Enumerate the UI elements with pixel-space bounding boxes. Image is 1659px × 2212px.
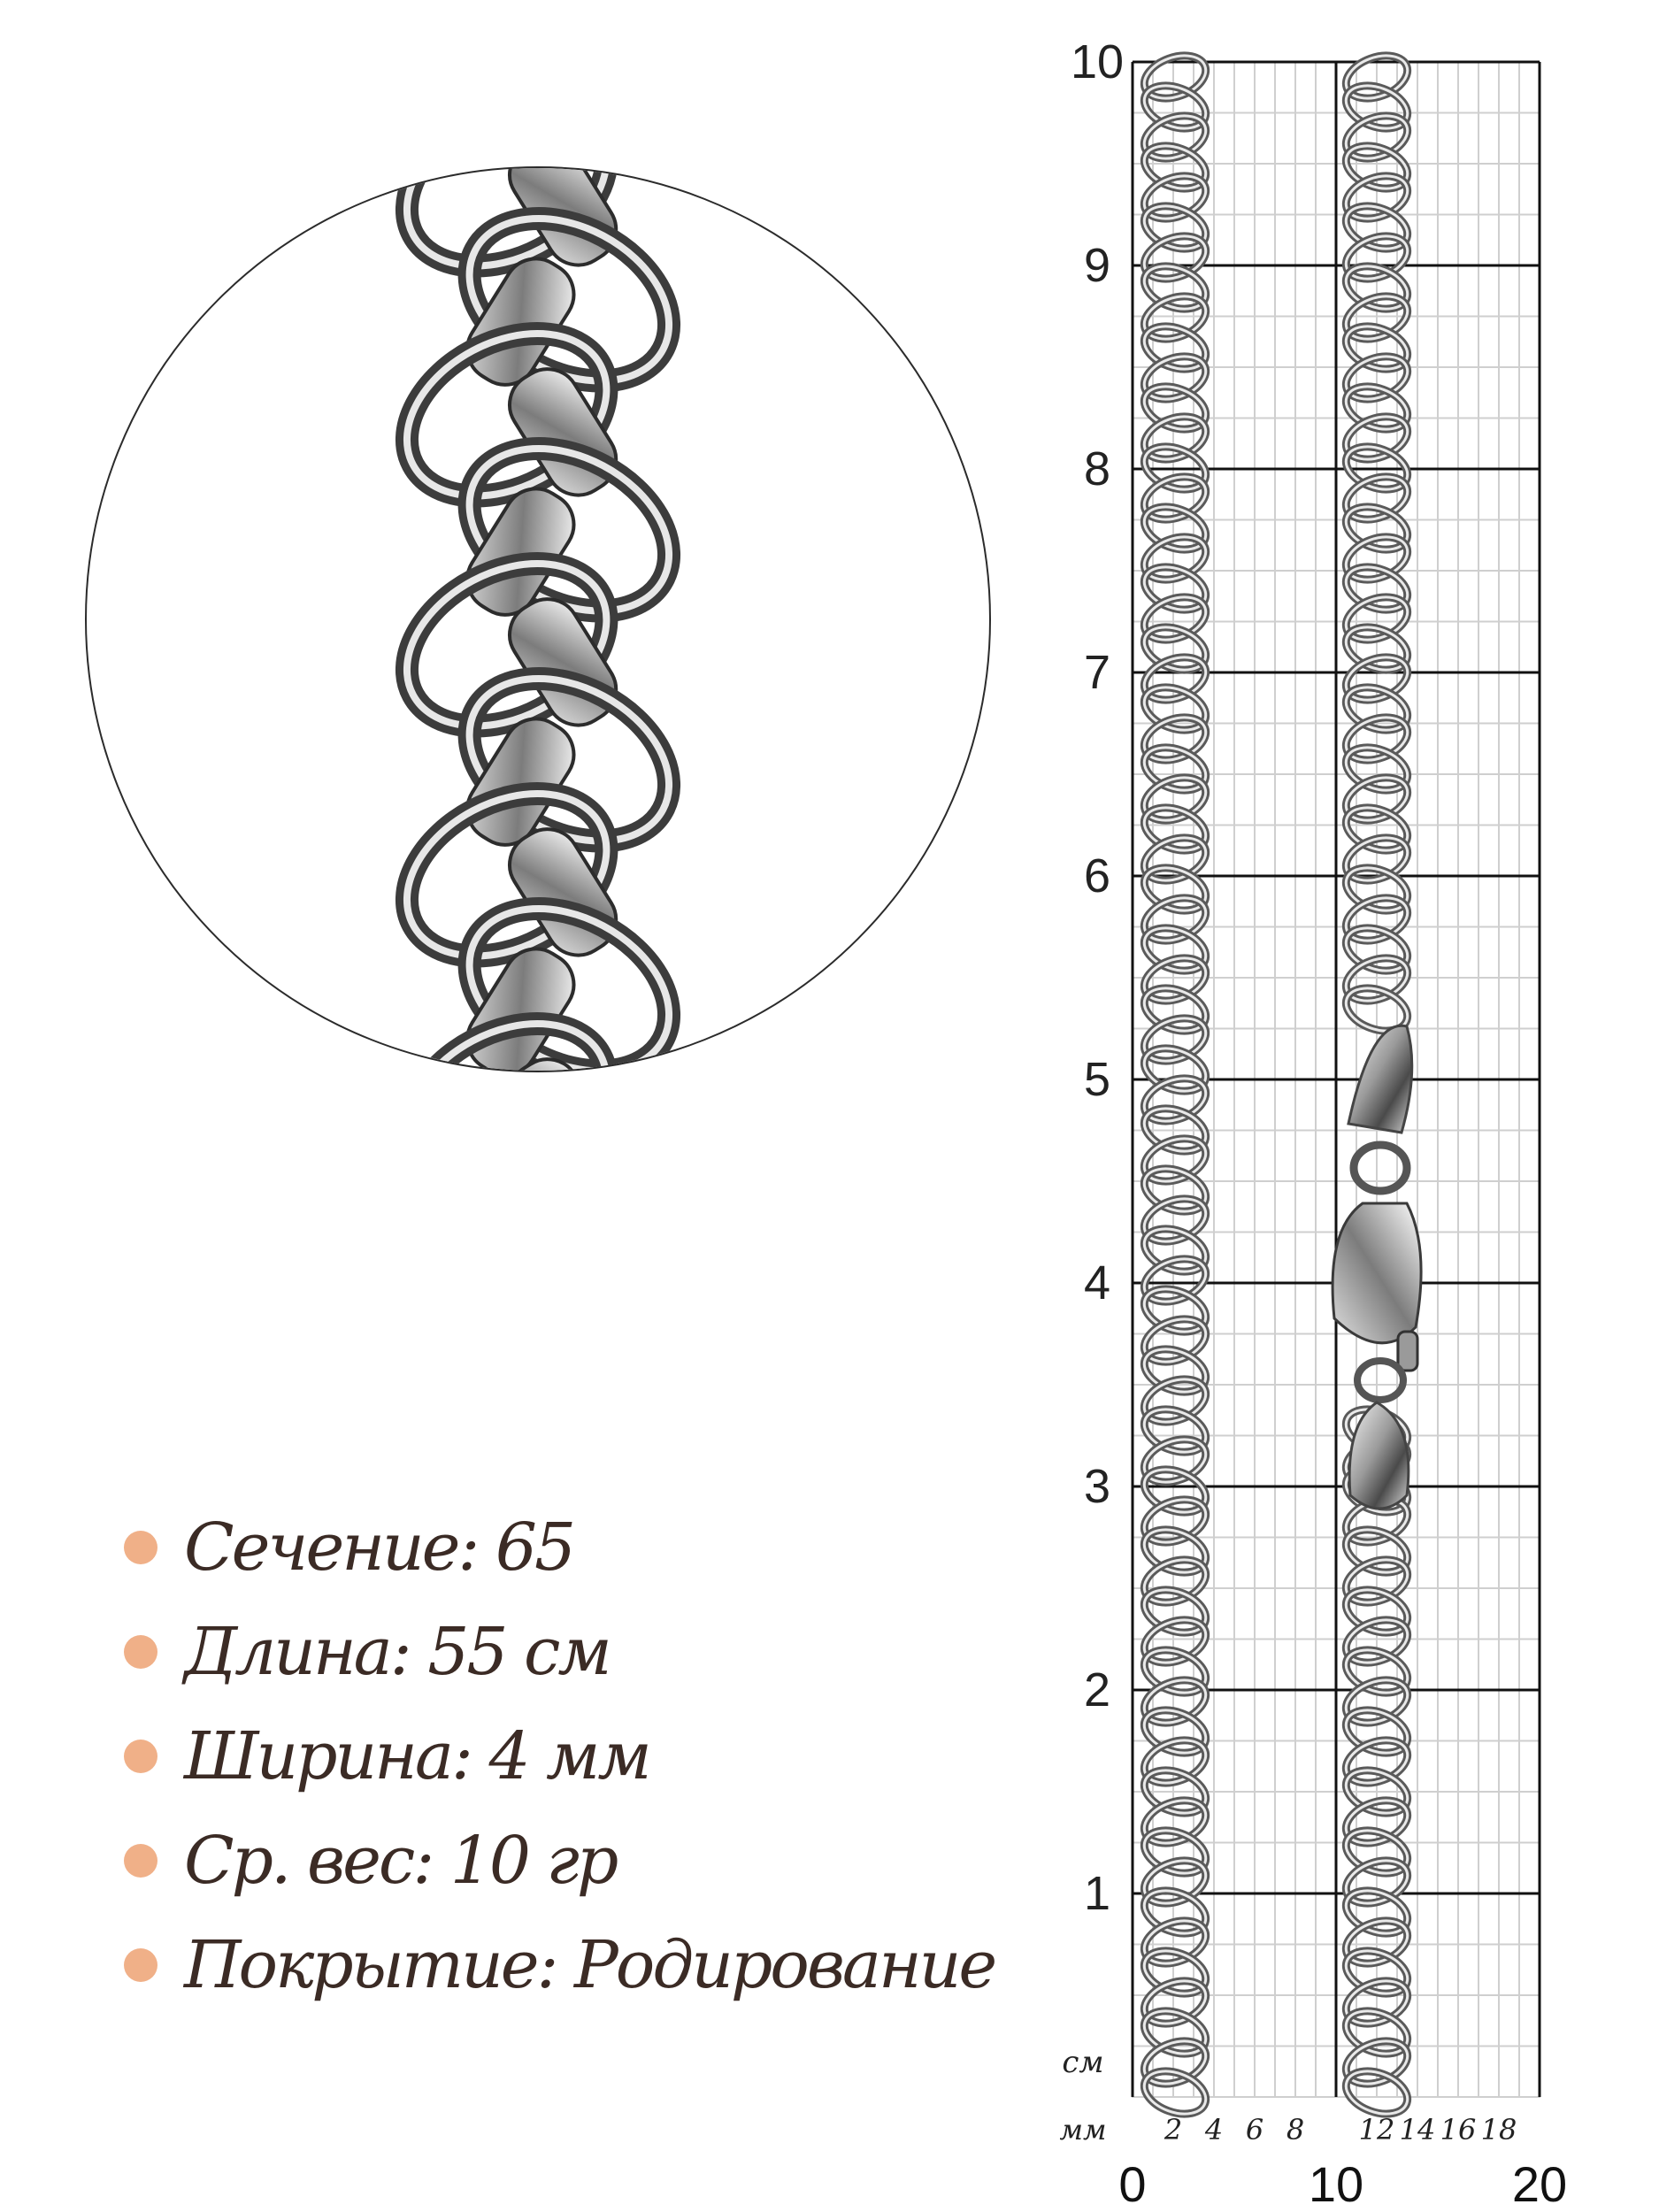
chain-zoom-circle xyxy=(85,166,991,1072)
cm-tick-label: 5 xyxy=(1083,1053,1111,1106)
cm-unit-label: см xyxy=(1062,2045,1104,2080)
spec-width: Ширина: 4 мм xyxy=(184,1718,649,1794)
spec-coating: Покрытие: Родирование xyxy=(184,1927,995,2003)
ruler-major-tick-label: 10 xyxy=(1308,2156,1364,2203)
mm-tick-label: 4 xyxy=(1204,2113,1224,2147)
bullet-icon xyxy=(124,1531,157,1564)
spec-section: Сечение: 65 xyxy=(184,1509,574,1586)
mm-tick-label: 6 xyxy=(1245,2113,1264,2147)
cm-tick-label: 8 xyxy=(1083,442,1111,495)
mm-tick-label: 12 xyxy=(1358,2113,1395,2147)
cm-tick-label: 3 xyxy=(1083,1460,1111,1513)
measurement-ruler xyxy=(1044,27,1646,2203)
cm-tick-label: 7 xyxy=(1083,646,1111,699)
cm-tick-label: 6 xyxy=(1083,849,1111,902)
mm-unit-label: мм xyxy=(1059,2113,1107,2147)
bullet-icon xyxy=(124,1740,157,1773)
chain-closeup-image xyxy=(87,168,989,1071)
mm-tick-label: 14 xyxy=(1399,2113,1436,2147)
spec-weight: Ср. вес: 10 гр xyxy=(184,1823,617,1899)
spec-row-width xyxy=(124,1704,991,1809)
ruler-grid xyxy=(1044,27,1646,2203)
bullet-icon xyxy=(124,1844,157,1878)
bullet-icon xyxy=(124,1635,157,1669)
spec-row-weight xyxy=(124,1809,991,1913)
ruler-major-tick-label: 20 xyxy=(1511,2156,1568,2203)
mm-tick-label: 18 xyxy=(1480,2113,1517,2147)
mm-tick-label: 8 xyxy=(1286,2113,1305,2147)
mm-tick-label: 16 xyxy=(1440,2113,1477,2147)
cm-tick-label: 2 xyxy=(1083,1663,1111,1717)
cm-tick-label: 9 xyxy=(1083,239,1111,292)
spec-row-coating xyxy=(124,1913,995,2017)
spec-row-length xyxy=(124,1600,991,1704)
spec-length: Длина: 55 см xyxy=(184,1614,610,1690)
ruler-major-tick-label: 0 xyxy=(1118,2156,1147,2203)
cm-tick-label: 1 xyxy=(1083,1867,1111,1920)
cm-tick-label: 4 xyxy=(1083,1256,1111,1310)
bullet-icon xyxy=(124,1948,157,1982)
mm-tick-label: 2 xyxy=(1164,2113,1183,2147)
specs-list xyxy=(124,1495,995,2017)
cm-tick-label: 10 xyxy=(1070,35,1125,88)
spec-row-section xyxy=(124,1495,991,1600)
